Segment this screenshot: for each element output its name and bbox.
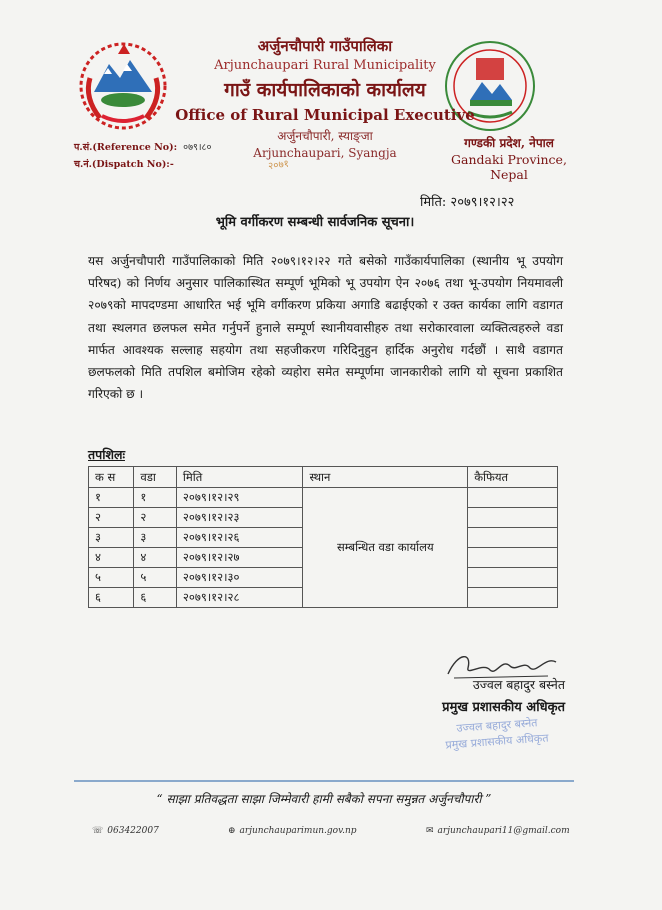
header-sn: क स [89,467,134,488]
email-address[interactable]: arjunchaupari11@gmail.com [437,826,570,836]
globe-icon: ⊕ [228,826,236,836]
header-date: मिति [176,467,303,488]
table-header-row [89,467,558,488]
cell-remarks [468,568,558,588]
cell-sn: २ [89,508,134,528]
cell-remarks [468,488,558,508]
cell-sn: ३ [89,528,134,548]
cell-date: २०७९।१२।३० [176,568,303,588]
table-title: तपशिलः [88,447,125,462]
footer-phone [92,826,159,836]
dispatch-number [74,157,174,170]
notice-body: यस अर्जुनचौपारी गाउँपालिकाको मिति २०७९।१२।२२ गते बसेको गाउँकार्यपालिका (स्थानीय भू उपयोग परिषद) को निर्णय अनुसार पालिकास्थित सम्पूर्ण भूमिको भू उपयोग ऐन २०७६ तथा भू-उपयोग नियमावली २०७९को मापदण्डमा आधारित भई भूमि वर्गीकरण प्रकिया अगाडि बढाईएको र उक्त कार्यका लागि वडागत तथा स्थलगत छलफल समेत गर्नुपर्ने हुनाले सम्पूर्ण स्थानीयवासीहरु तथा सरोकारवाला व्यक्तित्वहरुले वडा मार्फत आवश्यक सल्लाह सहयोग तथा सहजीकरण गरिदिनुहुन हार्दिक अनुरोध गर्दछौं । साथै वडागत छलफलको मिति तपशिल बमोजिम रहेको व्यहोरा समेत सम्पूर्णमा जानकारीको लागि यो सूचना प्रकाशित गरिएको छ । [88,254,563,402]
cell-sn: ६ [89,588,134,608]
phone-icon: ☏ [92,826,104,836]
footer-website[interactable] [228,826,357,836]
reference-number [74,140,211,153]
cell-sn: ४ [89,548,134,568]
website-url[interactable]: arjunchauparimun.gov.np [239,826,357,836]
cell-date: २०७९।१२।२७ [176,548,303,568]
header-place: स्थान [303,467,468,488]
header-ward: वडा [134,467,177,488]
cell-remarks [468,548,558,568]
reference-label: प.सं.(Reference No): [74,142,178,153]
cell-remarks [468,588,558,608]
nepal-emblem-logo [74,38,172,134]
notice-subject: भूमि वर्गीकरण सम्बन्धी सार्वजनिक सूचना। [215,215,415,230]
cell-sn: १ [89,488,134,508]
cell-date: २०७९।१२।२९ [176,488,303,508]
cell-date: २०७९।१२।२३ [176,508,303,528]
mail-icon: ✉ [426,826,434,836]
cell-ward: ५ [134,568,177,588]
office-name-nepali: गाउँ कार्यपालिकाको कार्यालय [224,79,426,101]
address-english: Arjunchaupari, Syangja [253,146,397,160]
address-nepali: अर्जुनचौपारी, स्याङ्जा [277,129,373,143]
cell-remarks [468,508,558,528]
footer-email[interactable] [426,826,570,836]
cell-ward: ३ [134,528,177,548]
cell-ward: ४ [134,548,177,568]
footer-divider [74,780,574,782]
official-stamp-title: प्रमुख प्रशासकीय अधिकृत [445,731,549,752]
header-remarks: कैफियत [468,467,558,488]
cell-ward: १ [134,488,177,508]
office-name-english: Office of Rural Municipal Executive [175,106,475,124]
cell-ward: २ [134,508,177,528]
cell-ward: ६ [134,588,177,608]
motto: “ साझा प्रतिवद्धता साझा जिम्मेवारी हामी सबैको सपना समुन्नत अर्जुनचौपारी ” [156,792,492,806]
cell-date: २०७९।१२।२६ [176,528,303,548]
signatory-title: प्रमुख प्रशासकीय अधिकृत [442,700,565,715]
cell-remarks [468,528,558,548]
cell-place: सम्बन्धित वडा कार्यालय [303,488,468,608]
schedule-table [88,466,558,608]
municipality-name-english: Arjunchaupari Rural Municipality [214,58,436,73]
signatory-name: उज्वल बहादुर बस्नेत [472,677,565,692]
stamp-number: २०७१ [267,158,290,173]
phone-number: 063422007 [107,826,159,836]
dispatch-label: च.नं.(Dispatch No):- [74,159,174,170]
province-nepali: गण्डकी प्रदेश, नेपाल [464,136,554,150]
province-english: Gandaki Province, Nepal [451,152,567,182]
official-stamp-name: उज्वल बहादुर बस्नेत [456,716,538,735]
cell-date: २०७९।१२।२८ [176,588,303,608]
reference-value: ०७९।८० [183,142,212,153]
notice-date: मिति: २०७९।१२।२२ [420,195,515,210]
cell-sn: ५ [89,568,134,588]
table-row [89,488,558,508]
municipality-name-nepali: अर्जुनचौपारी गाउँपालिका [257,37,393,55]
